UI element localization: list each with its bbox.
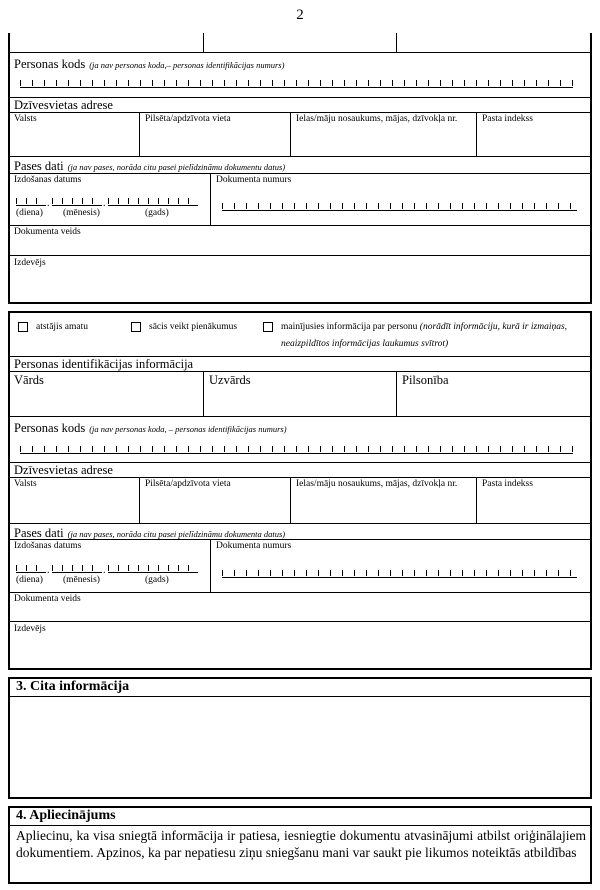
address-postcode-b: Pasta indekss	[482, 479, 533, 489]
page-number: 2	[296, 7, 304, 23]
issuer-label-a: Izdevējs	[14, 258, 46, 268]
day-label-b: (diena)	[16, 575, 43, 585]
passport-heading-b: Pases dati (ja nav pases, norāda citu pasei pielīdzināmu dokumenta datus)	[14, 526, 286, 540]
issue-date-label-b: Izdošanas datums	[14, 541, 82, 551]
address-street-b: Ielas/māju nosaukums, mājas, dzīvokļa nr.	[296, 479, 458, 489]
citizenship-label: Pilsonība	[402, 373, 449, 387]
checkbox-left-position[interactable]	[18, 322, 28, 332]
personal-code-field-a[interactable]	[20, 80, 573, 88]
doc-number-label-a: Dokumenta numurs	[216, 175, 292, 185]
address-postcode-a: Pasta indekss	[482, 114, 533, 124]
surname-label: Uzvārds	[209, 373, 251, 387]
issue-year-a[interactable]	[108, 198, 198, 206]
personal-code-field-b[interactable]	[20, 446, 573, 454]
checkbox-started-duties[interactable]	[131, 322, 141, 332]
address-city-b: Pilsēta/apdzīvota vieta	[145, 479, 231, 489]
year-label-b: (gads)	[145, 575, 169, 585]
year-label-a: (gads)	[145, 208, 169, 218]
name-label: Vārds	[14, 373, 44, 387]
address-city-a: Pilsēta/apdzīvota vieta	[145, 114, 231, 124]
doc-number-field-b[interactable]	[222, 570, 577, 578]
address-country-a: Valsts	[14, 114, 37, 124]
personal-code-heading-a: Personas kods (ja nav personas koda,– personas identifikācijas numurs)	[14, 57, 285, 71]
option-info-changed: mainījusies informācija par personu (norādīt informāciju, kurā ir izmaiņas,	[281, 322, 568, 332]
section3-title: 3. Cita informācija	[16, 679, 130, 694]
doc-number-field-a[interactable]	[222, 203, 577, 211]
address-title-b: Dzīvesvietas adrese	[14, 463, 113, 477]
section3-text-area[interactable]	[10, 697, 590, 797]
issuer-label-b: Izdevējs	[14, 624, 46, 634]
issue-day-a[interactable]	[16, 198, 46, 206]
checkbox-info-changed[interactable]	[263, 322, 273, 332]
month-label-b: (mēnesis)	[63, 575, 100, 585]
option-info-changed-note: neaizpildītos informācijas laukumus svītrot)	[281, 339, 449, 349]
doc-number-label-b: Dokumenta numurs	[216, 541, 292, 551]
address-country-b: Valsts	[14, 479, 37, 489]
personal-code-heading-b: Personas kods (ja nav personas koda, – personas identifikācijas numurs)	[14, 421, 287, 435]
option-left-position: atstājis amatu	[36, 322, 88, 332]
doc-type-label-a: Dokumenta veids	[14, 227, 81, 237]
issue-month-a[interactable]	[52, 198, 102, 206]
id-info-title: Personas identifikācijas informācija	[14, 357, 194, 371]
section4-declaration-text: Apliecinu, ka visa sniegtā informācija ir patiesa, iesniegtie dokumentu atvasinājumi atbilst oriģinālajiem dokumentiem. Apzinos, ka par nepatiesu ziņu sniegšanu mani var saukt pie likumos noteiktās atbildības	[16, 828, 586, 860]
issue-day-b[interactable]	[16, 565, 46, 573]
section4-title: 4. Apliecinājums	[16, 808, 116, 823]
issue-year-b[interactable]	[108, 565, 198, 573]
address-title-a: Dzīvesvietas adrese	[14, 98, 113, 112]
address-street-a: Ielas/māju nosaukums, mājas, dzīvokļa nr.	[296, 114, 458, 124]
doc-type-label-b: Dokumenta veids	[14, 594, 81, 604]
passport-heading-a: Pases dati (ja nav pases, norāda citu pasei pielīdzināmu dokumentu datus)	[14, 159, 286, 173]
issue-month-b[interactable]	[52, 565, 102, 573]
month-label-a: (mēnesis)	[63, 208, 100, 218]
issue-date-label-a: Izdošanas datums	[14, 175, 82, 185]
option-started-duties: sācis veikt pienākumus	[149, 322, 238, 332]
day-label-a: (diena)	[16, 208, 43, 218]
